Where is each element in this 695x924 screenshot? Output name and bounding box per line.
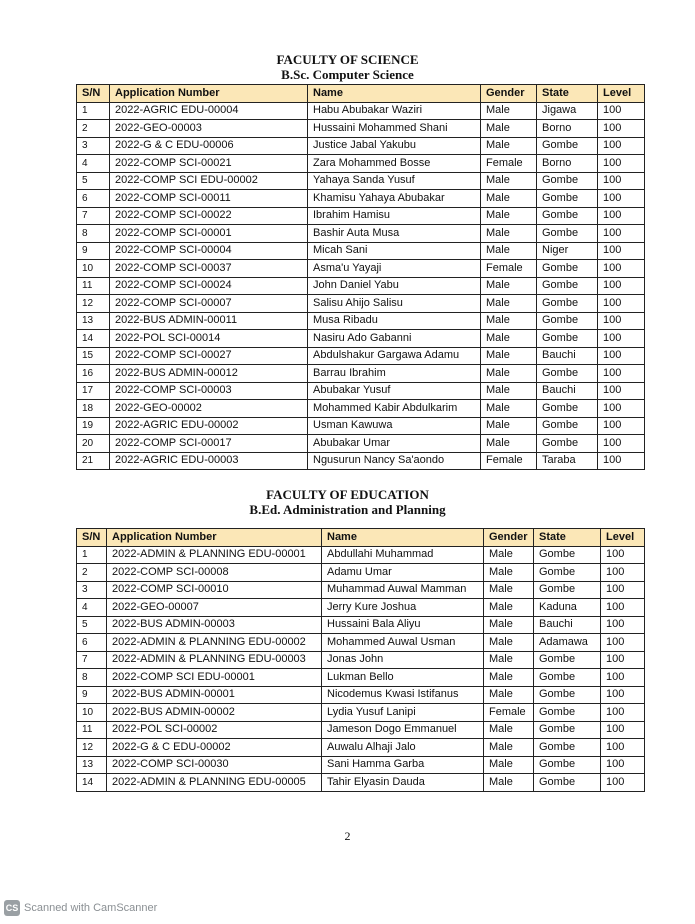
cell-level: 100	[598, 242, 645, 260]
cell-sn: 16	[77, 365, 110, 383]
camscanner-logo-icon: CS	[4, 900, 20, 916]
table-row	[77, 312, 645, 330]
cell-state: Gombe	[534, 756, 601, 774]
cell-level: 100	[601, 546, 645, 564]
cell-name: Hussaini Mohammed Shani	[308, 120, 481, 138]
program-heading-administration-planning: B.Ed. Administration and Planning	[249, 502, 446, 517]
cell-application-number: 2022-ADMIN & PLANNING EDU-00005	[107, 774, 322, 792]
cell-sn: 8	[77, 669, 107, 687]
cell-sn: 3	[77, 137, 110, 155]
cell-level: 100	[601, 616, 645, 634]
table-row	[77, 295, 645, 313]
cell-sn: 2	[77, 564, 107, 582]
cell-application-number: 2022-COMP SCI-00030	[107, 756, 322, 774]
cell-name: Nicodemus Kwasi Istifanus	[322, 686, 484, 704]
cell-level: 100	[601, 669, 645, 687]
cell-level: 100	[598, 435, 645, 453]
cell-sn: 3	[77, 581, 107, 599]
cell-level: 100	[598, 452, 645, 470]
cell-name: Jerry Kure Joshua	[322, 599, 484, 617]
cell-sn: 14	[77, 330, 110, 348]
cell-application-number: 2022-COMP SCI-00037	[110, 260, 308, 278]
cell-state: Adamawa	[534, 634, 601, 652]
cell-gender: Male	[481, 295, 537, 313]
cell-application-number: 2022-COMP SCI EDU-00002	[110, 172, 308, 190]
cell-state: Gombe	[537, 277, 598, 295]
cell-level: 100	[598, 312, 645, 330]
table-row	[77, 102, 645, 120]
column-header-name: Name	[308, 85, 481, 103]
admission-table-administration-planning	[76, 528, 645, 792]
table-row	[77, 120, 645, 138]
cell-name: Auwalu Alhaji Jalo	[322, 739, 484, 757]
table-row	[77, 277, 645, 295]
cell-name: Micah Sani	[308, 242, 481, 260]
table-row	[77, 756, 645, 774]
cell-sn: 2	[77, 120, 110, 138]
cell-sn: 7	[77, 207, 110, 225]
cell-name: Lukman Bello	[322, 669, 484, 687]
table-row	[77, 686, 645, 704]
cell-sn: 13	[77, 756, 107, 774]
cell-gender: Male	[481, 400, 537, 418]
cell-gender: Male	[481, 242, 537, 260]
cell-gender: Female	[481, 452, 537, 470]
cell-state: Gombe	[537, 400, 598, 418]
cell-name: Usman Kawuwa	[308, 417, 481, 435]
table-row	[77, 330, 645, 348]
cell-sn: 18	[77, 400, 110, 418]
cell-level: 100	[601, 774, 645, 792]
cell-name: Nasiru Ado Gabanni	[308, 330, 481, 348]
cell-level: 100	[601, 634, 645, 652]
cell-name: Muhammad Auwal Mamman	[322, 581, 484, 599]
cell-level: 100	[598, 190, 645, 208]
cell-application-number: 2022-BUS ADMIN-00002	[107, 704, 322, 722]
cell-level: 100	[598, 400, 645, 418]
cell-state: Gombe	[537, 225, 598, 243]
cell-sn: 6	[77, 190, 110, 208]
cell-sn: 12	[77, 295, 110, 313]
cell-sn: 12	[77, 739, 107, 757]
cell-state: Kaduna	[534, 599, 601, 617]
cell-application-number: 2022-BUS ADMIN-00001	[107, 686, 322, 704]
table-row	[77, 704, 645, 722]
cell-state: Gombe	[537, 172, 598, 190]
cell-state: Gombe	[534, 581, 601, 599]
cell-gender: Male	[481, 365, 537, 383]
cell-gender: Male	[484, 774, 534, 792]
cell-gender: Male	[481, 102, 537, 120]
cell-application-number: 2022-GEO-00007	[107, 599, 322, 617]
table-row	[77, 651, 645, 669]
cell-sn: 14	[77, 774, 107, 792]
cell-sn: 20	[77, 435, 110, 453]
cell-application-number: 2022-COMP SCI-00011	[110, 190, 308, 208]
cell-gender: Male	[484, 651, 534, 669]
cell-name: Mohammed Auwal Usman	[322, 634, 484, 652]
table-row	[77, 207, 645, 225]
cell-state: Gombe	[534, 686, 601, 704]
cell-level: 100	[598, 277, 645, 295]
cell-application-number: 2022-AGRIC EDU-00003	[110, 452, 308, 470]
table-row	[77, 400, 645, 418]
table-header-row	[77, 85, 645, 103]
cell-gender: Male	[481, 330, 537, 348]
cell-gender: Male	[484, 669, 534, 687]
cell-gender: Female	[484, 704, 534, 722]
cell-name: Habu Abubakar Waziri	[308, 102, 481, 120]
cell-application-number: 2022-COMP SCI-00022	[110, 207, 308, 225]
cell-gender: Male	[481, 417, 537, 435]
cell-application-number: 2022-AGRIC EDU-00004	[110, 102, 308, 120]
cell-gender: Male	[481, 172, 537, 190]
cell-state: Gombe	[534, 564, 601, 582]
cell-gender: Male	[484, 581, 534, 599]
cell-level: 100	[598, 155, 645, 173]
cell-gender: Male	[481, 137, 537, 155]
cell-level: 100	[601, 564, 645, 582]
cell-gender: Male	[481, 120, 537, 138]
table-row	[77, 739, 645, 757]
cell-state: Gombe	[537, 312, 598, 330]
cell-gender: Male	[484, 634, 534, 652]
cell-sn: 4	[77, 155, 110, 173]
cell-level: 100	[598, 365, 645, 383]
cell-name: Abubakar Yusuf	[308, 382, 481, 400]
table-row	[77, 435, 645, 453]
cell-name: Barrau Ibrahim	[308, 365, 481, 383]
cell-state: Gombe	[537, 207, 598, 225]
cell-gender: Male	[484, 546, 534, 564]
cell-level: 100	[598, 120, 645, 138]
cell-application-number: 2022-G & C EDU-00002	[107, 739, 322, 757]
cell-gender: Male	[481, 347, 537, 365]
table-row	[77, 347, 645, 365]
cell-name: Salisu Ahijo Salisu	[308, 295, 481, 313]
cell-application-number: 2022-POL SCI-00014	[110, 330, 308, 348]
cell-name: Tahir Elyasin Dauda	[322, 774, 484, 792]
column-header-sn: S/N	[77, 529, 107, 547]
table-row	[77, 242, 645, 260]
table-row	[77, 721, 645, 739]
cell-state: Gombe	[534, 704, 601, 722]
cell-application-number: 2022-G & C EDU-00006	[110, 137, 308, 155]
cell-application-number: 2022-COMP SCI-00024	[110, 277, 308, 295]
cell-level: 100	[601, 756, 645, 774]
cell-state: Gombe	[534, 721, 601, 739]
cell-gender: Male	[481, 435, 537, 453]
cell-application-number: 2022-COMP SCI-00001	[110, 225, 308, 243]
cell-sn: 10	[77, 260, 110, 278]
cell-gender: Male	[481, 277, 537, 295]
cell-level: 100	[598, 382, 645, 400]
cell-application-number: 2022-POL SCI-00002	[107, 721, 322, 739]
cell-sn: 19	[77, 417, 110, 435]
cell-name: Jonas John	[322, 651, 484, 669]
cell-state: Gombe	[537, 330, 598, 348]
cell-gender: Male	[484, 599, 534, 617]
cell-gender: Male	[484, 756, 534, 774]
cell-application-number: 2022-GEO-00003	[110, 120, 308, 138]
table-row	[77, 564, 645, 582]
cell-name: Adamu Umar	[322, 564, 484, 582]
cell-name: Sani Hamma Garba	[322, 756, 484, 774]
cell-sn: 9	[77, 242, 110, 260]
cell-application-number: 2022-ADMIN & PLANNING EDU-00001	[107, 546, 322, 564]
cell-gender: Male	[484, 686, 534, 704]
cell-gender: Female	[481, 155, 537, 173]
table-row	[77, 190, 645, 208]
cell-level: 100	[598, 137, 645, 155]
cell-level: 100	[598, 102, 645, 120]
cell-name: Asma'u Yayaji	[308, 260, 481, 278]
table-header-row	[77, 529, 645, 547]
cell-state: Jigawa	[537, 102, 598, 120]
table-row	[77, 616, 645, 634]
cell-application-number: 2022-BUS ADMIN-00011	[110, 312, 308, 330]
cell-level: 100	[601, 721, 645, 739]
cell-application-number: 2022-COMP SCI-00010	[107, 581, 322, 599]
cell-application-number: 2022-COMP SCI-00008	[107, 564, 322, 582]
cell-name: Hussaini Bala Aliyu	[322, 616, 484, 634]
cell-name: Ibrahim Hamisu	[308, 207, 481, 225]
faculty-heading-education: FACULTY OF EDUCATION	[266, 487, 429, 502]
table-row	[77, 452, 645, 470]
cell-sn: 1	[77, 102, 110, 120]
cell-state: Bauchi	[537, 347, 598, 365]
cell-application-number: 2022-COMP SCI-00021	[110, 155, 308, 173]
cell-state: Gombe	[537, 435, 598, 453]
cell-name: Jameson Dogo Emmanuel	[322, 721, 484, 739]
cell-name: Abubakar Umar	[308, 435, 481, 453]
camscanner-text: Scanned with CamScanner	[24, 902, 158, 914]
column-header-state: State	[537, 85, 598, 103]
cell-level: 100	[598, 260, 645, 278]
cell-application-number: 2022-COMP SCI-00004	[110, 242, 308, 260]
cell-gender: Male	[481, 225, 537, 243]
cell-application-number: 2022-COMP SCI-00003	[110, 382, 308, 400]
cell-state: Gombe	[534, 774, 601, 792]
cell-state: Gombe	[534, 546, 601, 564]
cell-state: Bauchi	[537, 382, 598, 400]
cell-state: Gombe	[534, 651, 601, 669]
cell-application-number: 2022-GEO-00002	[110, 400, 308, 418]
camscanner-watermark	[4, 900, 157, 916]
faculty-heading-science: FACULTY OF SCIENCE	[276, 52, 419, 67]
page-number: 2	[344, 829, 351, 843]
cell-level: 100	[598, 172, 645, 190]
table-row	[77, 260, 645, 278]
column-header-level: Level	[601, 529, 645, 547]
cell-state: Niger	[537, 242, 598, 260]
cell-name: Musa Ribadu	[308, 312, 481, 330]
cell-gender: Male	[484, 616, 534, 634]
cell-level: 100	[598, 347, 645, 365]
cell-name: Ngusurun Nancy Sa'aondo	[308, 452, 481, 470]
column-header-sn: S/N	[77, 85, 110, 103]
cell-name: Abdulshakur Gargawa Adamu	[308, 347, 481, 365]
cell-sn: 6	[77, 634, 107, 652]
cell-sn: 5	[77, 616, 107, 634]
column-header-level: Level	[598, 85, 645, 103]
cell-state: Gombe	[537, 417, 598, 435]
cell-level: 100	[598, 207, 645, 225]
cell-state: Gombe	[537, 137, 598, 155]
cell-application-number: 2022-AGRIC EDU-00002	[110, 417, 308, 435]
cell-sn: 13	[77, 312, 110, 330]
column-header-state: State	[534, 529, 601, 547]
cell-state: Borno	[537, 120, 598, 138]
cell-gender: Male	[484, 721, 534, 739]
cell-state: Gombe	[537, 365, 598, 383]
admission-table-computer-science	[76, 84, 645, 470]
column-header-application-number: Application Number	[107, 529, 322, 547]
cell-level: 100	[601, 651, 645, 669]
cell-level: 100	[598, 295, 645, 313]
cell-sn: 21	[77, 452, 110, 470]
cell-gender: Male	[484, 564, 534, 582]
table-row	[77, 581, 645, 599]
column-header-application-number: Application Number	[110, 85, 308, 103]
cell-state: Borno	[537, 155, 598, 173]
cell-sn: 17	[77, 382, 110, 400]
cell-name: Bashir Auta Musa	[308, 225, 481, 243]
cell-gender: Male	[484, 739, 534, 757]
cell-name: Justice Jabal Yakubu	[308, 137, 481, 155]
cell-level: 100	[598, 417, 645, 435]
cell-name: Zara Mohammed Bosse	[308, 155, 481, 173]
cell-application-number: 2022-ADMIN & PLANNING EDU-00002	[107, 634, 322, 652]
cell-level: 100	[601, 704, 645, 722]
cell-state: Gombe	[534, 669, 601, 687]
cell-gender: Male	[481, 382, 537, 400]
program-heading-computer-science: B.Sc. Computer Science	[281, 67, 414, 82]
cell-application-number: 2022-BUS ADMIN-00012	[110, 365, 308, 383]
cell-application-number: 2022-COMP SCI EDU-00001	[107, 669, 322, 687]
column-header-gender: Gender	[484, 529, 534, 547]
cell-sn: 9	[77, 686, 107, 704]
cell-application-number: 2022-COMP SCI-00017	[110, 435, 308, 453]
cell-state: Bauchi	[534, 616, 601, 634]
table-row	[77, 599, 645, 617]
cell-level: 100	[601, 599, 645, 617]
cell-name: John Daniel Yabu	[308, 277, 481, 295]
cell-application-number: 2022-ADMIN & PLANNING EDU-00003	[107, 651, 322, 669]
cell-name: Mohammed Kabir Abdulkarim	[308, 400, 481, 418]
cell-level: 100	[598, 225, 645, 243]
cell-sn: 8	[77, 225, 110, 243]
cell-state: Gombe	[537, 260, 598, 278]
cell-sn: 5	[77, 172, 110, 190]
column-header-gender: Gender	[481, 85, 537, 103]
cell-sn: 15	[77, 347, 110, 365]
cell-application-number: 2022-COMP SCI-00007	[110, 295, 308, 313]
table-row	[77, 137, 645, 155]
cell-gender: Male	[481, 190, 537, 208]
cell-level: 100	[601, 581, 645, 599]
cell-level: 100	[601, 686, 645, 704]
cell-sn: 4	[77, 599, 107, 617]
table-row	[77, 365, 645, 383]
cell-name: Yahaya Sanda Yusuf	[308, 172, 481, 190]
cell-name: Abdullahi Muhammad	[322, 546, 484, 564]
cell-name: Lydia Yusuf Lanipi	[322, 704, 484, 722]
cell-sn: 7	[77, 651, 107, 669]
cell-level: 100	[601, 739, 645, 757]
table-row	[77, 417, 645, 435]
cell-sn: 1	[77, 546, 107, 564]
table-row	[77, 172, 645, 190]
cell-name: Khamisu Yahaya Abubakar	[308, 190, 481, 208]
cell-sn: 11	[77, 277, 110, 295]
table-row	[77, 155, 645, 173]
cell-state: Gombe	[537, 295, 598, 313]
table-row	[77, 546, 645, 564]
cell-gender: Male	[481, 207, 537, 225]
table-row	[77, 382, 645, 400]
table-row	[77, 225, 645, 243]
cell-state: Gombe	[537, 190, 598, 208]
cell-sn: 10	[77, 704, 107, 722]
cell-state: Taraba	[537, 452, 598, 470]
table-row	[77, 774, 645, 792]
column-header-name: Name	[322, 529, 484, 547]
cell-application-number: 2022-BUS ADMIN-00003	[107, 616, 322, 634]
table-row	[77, 669, 645, 687]
cell-sn: 11	[77, 721, 107, 739]
cell-gender: Female	[481, 260, 537, 278]
cell-application-number: 2022-COMP SCI-00027	[110, 347, 308, 365]
cell-gender: Male	[481, 312, 537, 330]
table-row	[77, 634, 645, 652]
cell-level: 100	[598, 330, 645, 348]
cell-state: Gombe	[534, 739, 601, 757]
